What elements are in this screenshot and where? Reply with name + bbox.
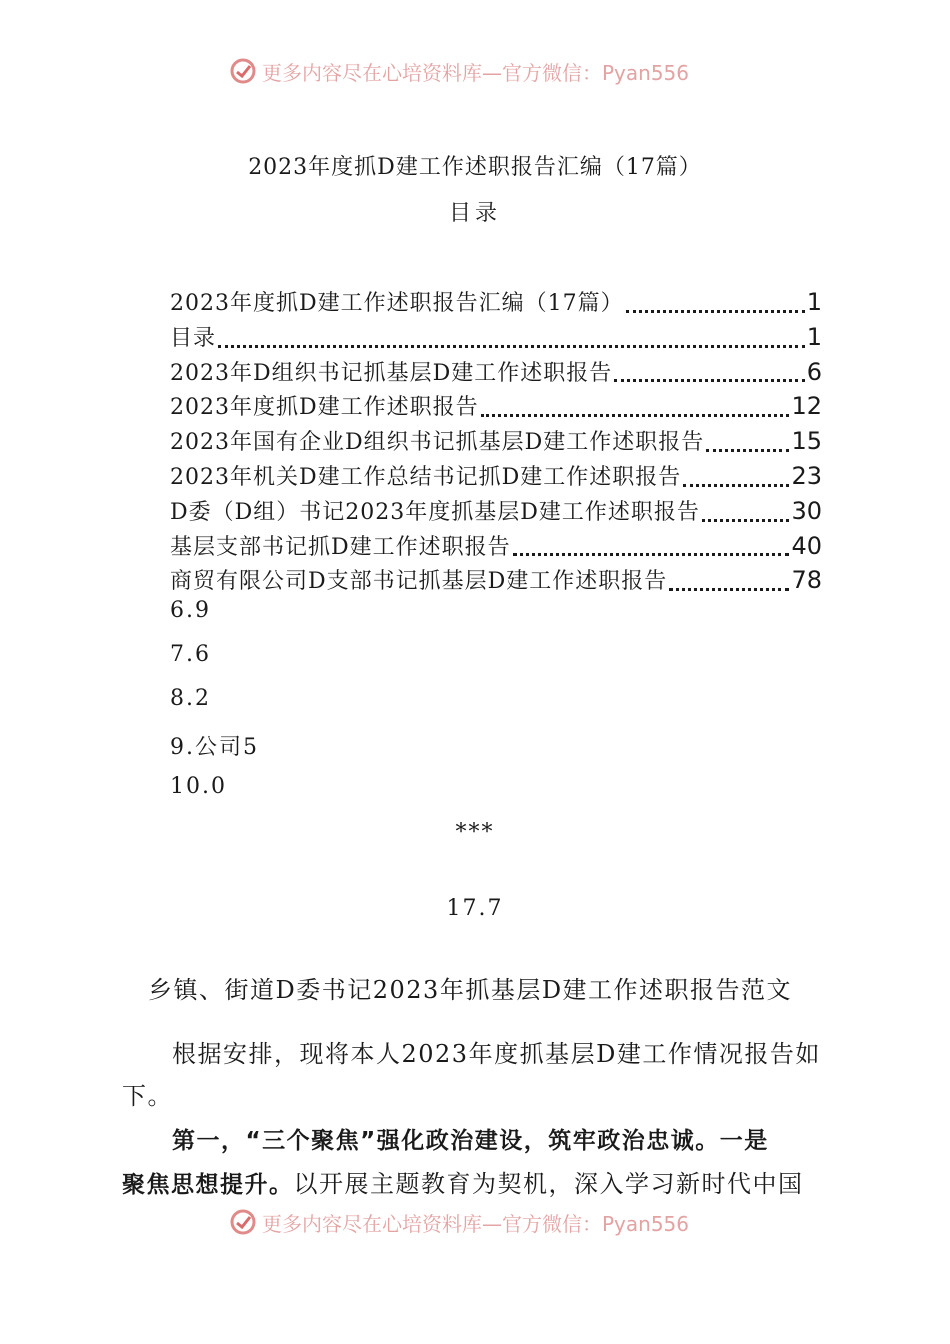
numbered-line: 8.2 bbox=[170, 686, 211, 711]
toc-entry[interactable] bbox=[170, 495, 822, 530]
watermark-footer bbox=[230, 1207, 730, 1237]
document-title: 2023年度抓D建工作述职报告汇编（17篇） bbox=[248, 155, 702, 180]
separator: *** bbox=[455, 820, 495, 845]
section-number: 17.7 bbox=[446, 896, 504, 921]
toc-entry[interactable] bbox=[170, 564, 822, 599]
numbered-line: 7.6 bbox=[170, 642, 211, 667]
toc-entry-text: 商贸有限公司D支部书记抓基层D建工作述职报告 bbox=[170, 569, 668, 595]
toc-entry[interactable] bbox=[170, 390, 822, 425]
toc-entry-text: 基层支部书记抓D建工作述职报告 bbox=[170, 534, 511, 560]
toc-entry-text: 2023年度抓D建工作述职报告汇编（17篇） bbox=[170, 291, 624, 316]
toc-page-number: 6 bbox=[806, 357, 822, 386]
bold-subheading: 聚焦思想提升。 bbox=[122, 1172, 294, 1198]
toc-entry[interactable] bbox=[170, 286, 822, 321]
watermark-text: 更多内容尽在心培资料库—官方微信：Pyan556 bbox=[262, 1211, 690, 1236]
toc-page-number: 23 bbox=[791, 461, 822, 490]
toc-entry-text: 2023年国有企业D组织书记抓基层D建工作述职报告 bbox=[170, 430, 705, 456]
watermark-logo-icon bbox=[230, 58, 256, 84]
toc-page-number: 15 bbox=[791, 427, 822, 456]
toc-leader-dots bbox=[218, 345, 805, 348]
toc-leader-dots bbox=[513, 553, 790, 556]
intro-paragraph-continued: 下。 bbox=[122, 1082, 173, 1110]
table-of-contents bbox=[170, 286, 822, 599]
toc-entry-text: 2023年度抓D建工作述职报告 bbox=[170, 395, 479, 421]
toc-page-number: 1 bbox=[806, 322, 822, 351]
body-text: 以开展主题教育为契机，深入学习新时代中国 bbox=[293, 1170, 804, 1198]
toc-entry-text: 2023年D组织书记抓基层D建工作述职报告 bbox=[170, 360, 613, 386]
toc-page-number: 40 bbox=[791, 531, 822, 560]
toc-entry-text: 2023年机关D建工作总结书记抓D建工作述职报告 bbox=[170, 464, 682, 490]
toc-leader-dots bbox=[706, 449, 789, 452]
toc-leader-dots bbox=[481, 414, 790, 417]
body-line bbox=[122, 1164, 804, 1199]
numbered-line: 10.0 bbox=[170, 774, 227, 799]
toc-page-number: 30 bbox=[791, 496, 822, 525]
toc-page-number: 1 bbox=[806, 288, 822, 316]
toc-heading: 目录 bbox=[448, 201, 501, 226]
toc-entry-text: 目录 bbox=[170, 325, 217, 351]
numbered-line: 9.公司5 bbox=[170, 735, 259, 760]
toc-entry[interactable] bbox=[170, 356, 822, 391]
watermark-header bbox=[230, 56, 730, 86]
article-title: 乡镇、街道D委书记2023年抓基层D建工作述职报告范文 bbox=[148, 976, 793, 1004]
toc-leader-dots bbox=[669, 588, 789, 591]
toc-entry[interactable] bbox=[170, 425, 822, 460]
bold-heading: 第一，“三个聚焦”强化政治建设，筑牢政治忠诚。一是 bbox=[172, 1128, 769, 1154]
toc-page-number: 12 bbox=[791, 392, 822, 421]
watermark-logo-icon bbox=[230, 1209, 256, 1235]
intro-paragraph: 根据安排，现将本人2023年度抓基层D建工作情况报告如 bbox=[172, 1040, 821, 1068]
toc-entry[interactable] bbox=[170, 460, 822, 495]
toc-page-number: 78 bbox=[791, 566, 822, 595]
watermark-text: 更多内容尽在心培资料库—官方微信：Pyan556 bbox=[262, 60, 690, 85]
numbered-line: 6.9 bbox=[170, 598, 211, 623]
toc-entry-text: D委（D组）书记2023年度抓基层D建工作述职报告 bbox=[170, 499, 700, 525]
toc-leader-dots bbox=[614, 379, 804, 382]
toc-leader-dots bbox=[626, 310, 805, 313]
toc-entry[interactable] bbox=[170, 321, 822, 356]
toc-entry[interactable] bbox=[170, 530, 822, 565]
toc-leader-dots bbox=[702, 519, 790, 522]
toc-leader-dots bbox=[683, 484, 789, 487]
